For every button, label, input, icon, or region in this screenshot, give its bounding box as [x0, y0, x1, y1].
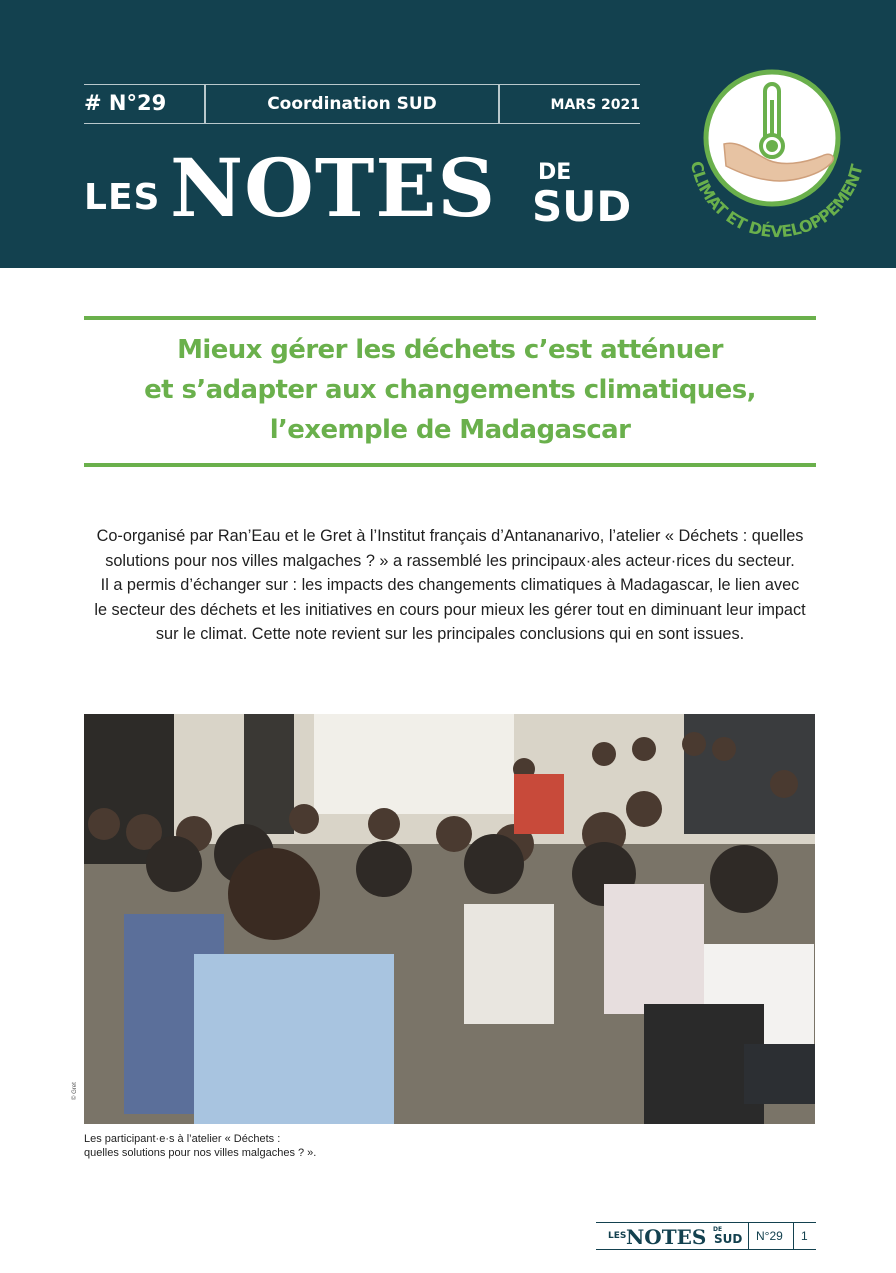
title-line: l’exemple de Madagascar	[269, 415, 631, 445]
badge-label: CLIMAT ET DÉVELOPPEMENT	[686, 159, 867, 240]
caption-line: quelles solutions pour nos villes malgaches ? ».	[84, 1147, 317, 1159]
intro-line: Il a permis d’échanger sur : les impacts des changements climatiques à Madagascar, le lien avec	[100, 576, 800, 594]
title-line: Mieux gérer les déchets c’est atténuer	[177, 335, 723, 365]
intro-line: solutions pour nos villes malgaches ? » a rassemblé les principaux·ales acteur·rices du secteur.	[105, 551, 795, 570]
organization-name: Coordination SUD	[267, 94, 437, 114]
footer-logo-sud: SUD	[714, 1232, 743, 1246]
page-number: 1	[801, 1229, 808, 1243]
logo-sud: SUD	[532, 182, 632, 231]
masthead	[0, 0, 896, 268]
photo-caption	[84, 1132, 484, 1160]
photo-credit: © Gret	[72, 1082, 78, 1100]
footer-logo-les: LES	[608, 1231, 627, 1241]
divider	[498, 85, 500, 123]
issue-info-bar	[84, 84, 640, 124]
intro-line: le secteur des déchets et les initiatives en cours pour mieux les gérer tout en diminuant leur impact	[94, 600, 806, 619]
caption-line: Les participant·e·s à l’atelier « Déchets :	[84, 1133, 281, 1145]
logo-notes: NOTES	[170, 141, 497, 235]
footer-logo-notes: NOTES	[626, 1225, 707, 1249]
climate-development-badge	[672, 60, 872, 240]
divider	[748, 1223, 749, 1249]
title-top-rule	[84, 316, 816, 320]
intro-paragraph	[84, 524, 816, 647]
logo-de: DE	[538, 160, 572, 185]
footer-logo-de: DE	[713, 1226, 723, 1233]
logo-les: LES	[84, 177, 161, 218]
title-bottom-rule	[84, 463, 816, 467]
issue-date: MARS 2021	[550, 97, 640, 113]
title-line: et s’adapter aux changements climatiques,	[144, 375, 756, 405]
article-title	[84, 330, 816, 450]
issue-number: # N°29	[84, 91, 167, 115]
intro-line: Co-organisé par Ran’Eau et le Gret à l’Institut français d’Antananarivo, l’atelier « Déchets : quelles	[96, 527, 804, 545]
intro-line: sur le climat. Cette note revient sur les principales conclusions qui en sont issues.	[155, 625, 745, 643]
thermometer-hand-icon	[672, 60, 872, 240]
divider	[793, 1223, 794, 1249]
page-footer	[596, 1222, 816, 1250]
footer-issue-number: N°29	[756, 1229, 783, 1243]
workshop-photo	[84, 714, 815, 1124]
